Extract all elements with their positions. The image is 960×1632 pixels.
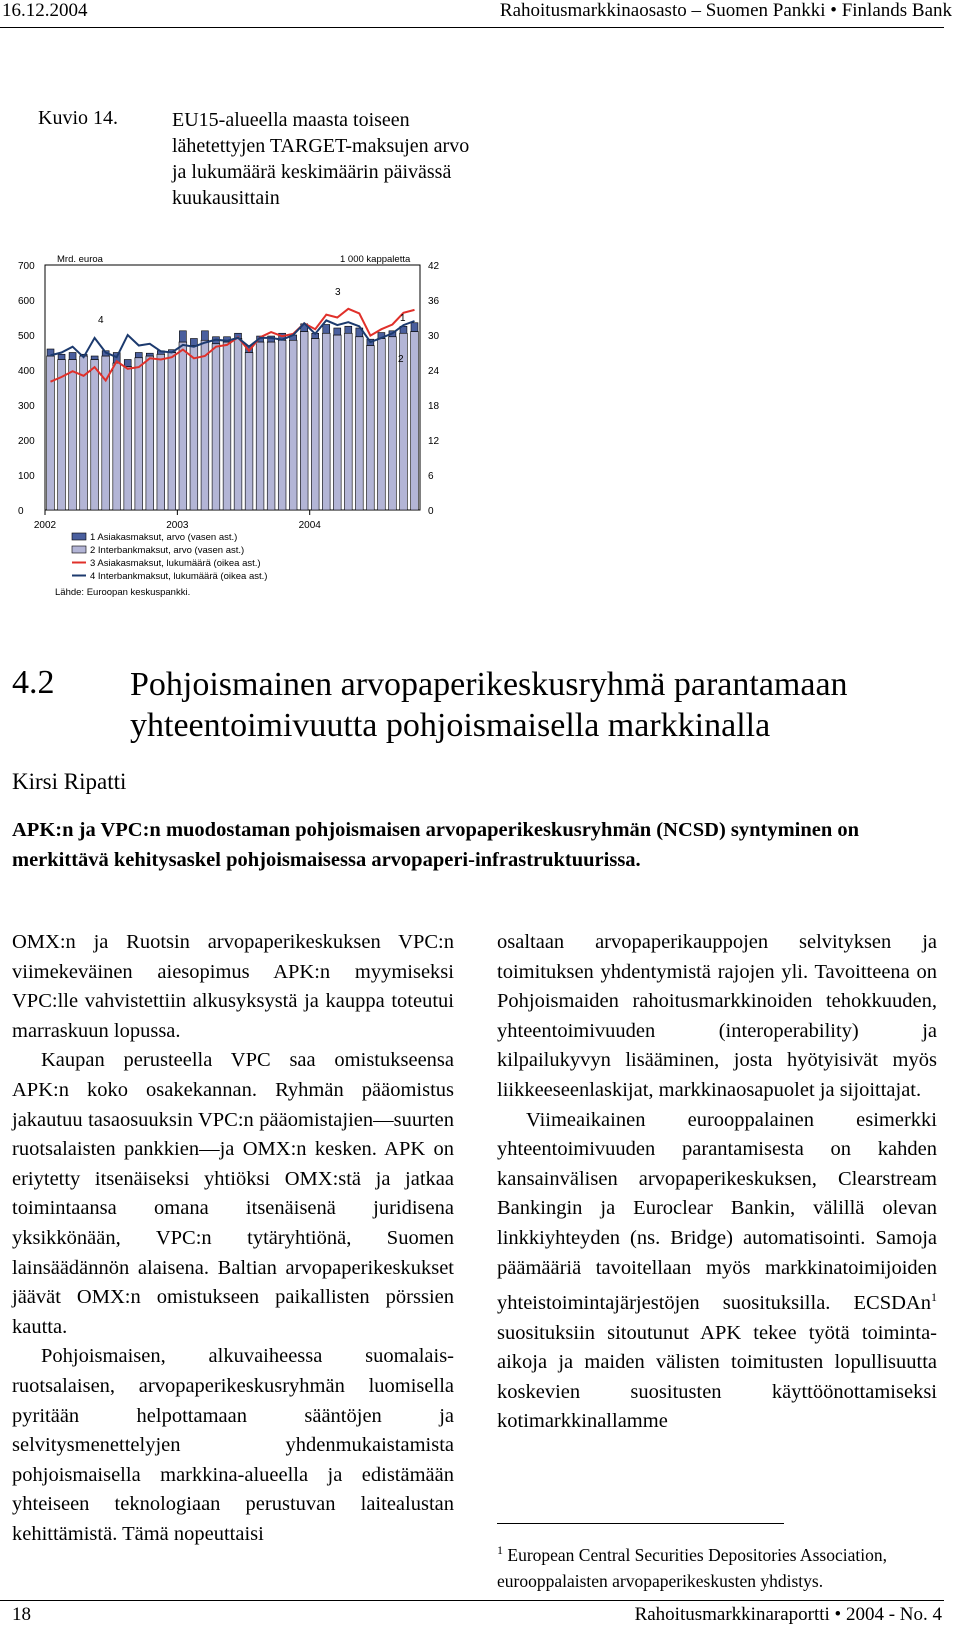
bar-interbank-value [289, 340, 297, 510]
bar-interbank-value [322, 333, 330, 510]
bar-customer-value [190, 339, 197, 346]
bar-customer-value [69, 353, 76, 360]
series-annotation: 1 [400, 313, 406, 324]
right-tick-label: 12 [428, 436, 440, 447]
right-tick-label: 6 [428, 471, 434, 482]
report-title: Rahoitusmarkkinaraportti • 2004 - No. 4 [634, 1604, 942, 1625]
header-rule [0, 27, 944, 28]
footer-rule [0, 1600, 944, 1601]
bar-interbank-value [245, 353, 253, 511]
bar-interbank-value [58, 360, 66, 511]
footnote-marker: 1 [931, 1290, 937, 1305]
bar-interbank-value [333, 335, 341, 510]
bar-customer-value [323, 325, 330, 334]
bar-interbank-value [146, 356, 154, 510]
left-tick-label: 400 [18, 366, 35, 377]
article-author: Kirsi Ripatti [12, 769, 127, 794]
plot-frame [45, 265, 420, 510]
bar-interbank-value [190, 346, 198, 511]
bar-customer-value [91, 356, 98, 360]
x-tick-label: 2003 [166, 520, 189, 531]
bar-customer-value [179, 331, 186, 342]
right-tick-label: 30 [428, 331, 440, 342]
paragraph-text: Viimeaikainen eurooppalainen esimerkki yhteentoimivuuden parantamisesta on kahden kansainvälisen arvopaperikeskuksen, Clearstream Bankingin ja Euroclear Bankin, välillä olevan linkkiyhteyden (ns. Bridge) automatisointi. Samoja päämääriä tavoitellaan myös markkinatoimijoiden yhteistoimintajärjestöjen suosituksilla. ECSDAn [497, 1108, 937, 1314]
bar-interbank-value [212, 344, 220, 510]
chart-source: Lähde: Euroopan keskuspankki. [55, 587, 191, 598]
article-lead: APK:n ja VPC:n muodostaman pohjoismaisen arvopaperikeskusryhmän (NCSD) syntyminen on merkittävä kehitysaskel pohjoismaisessa arvopaperi-infrastruktuurissa. [12, 819, 860, 871]
header-organization: Rahoitusmarkkinaosasto – Suomen Pankki • Finlands Bank [499, 0, 952, 21]
footnote [497, 1537, 937, 1594]
paragraph: OMX:n ja Ruotsin arvopaperikeskuksen VPC:n viimekeväinen aiesopimus APK:n myymiseksi VPC:lle vahvistettiin alkusyksystä ja kauppa toteutui marraskuun lopussa. [12, 931, 454, 1042]
paragraph: Pohjoismaisen, alkuvaiheessa suomalais-ruotsalaisen, arvopaperikeskusryhmän luomisella pyritään helpottamaan sääntöjen ja selvitysmenettelyjen yhdenmukaistamista pohjoismaisella markkina-alueella ja edistämään yhteiseen teknologiaan perustuvan laitealustan kehittämistä. Tämä nopeuttaisi [12, 1345, 454, 1545]
series-annotation: 4 [98, 315, 104, 326]
left-axis-label: Mrd. euroa [57, 255, 103, 265]
bar-interbank-value [234, 339, 242, 511]
body-column-right [497, 928, 937, 1437]
bar-interbank-value [344, 333, 352, 510]
legend-entry: 4 Interbankmaksut, lukumäärä (oikea ast.) [90, 571, 268, 582]
section-number: 4.2 [12, 664, 55, 701]
series-annotation: 3 [335, 287, 341, 298]
bar-customer-value [58, 354, 65, 359]
legend-swatch [72, 533, 86, 540]
bar-interbank-value [201, 340, 209, 510]
footnote-text: European Central Securities Depositories Association, eurooppalaisten arvopaperikeskusten yhdistys. [497, 1544, 887, 1591]
page-header [0, 0, 960, 28]
x-tick-label: 2002 [33, 520, 57, 531]
bar-interbank-value [223, 342, 231, 510]
bar-interbank-value [168, 353, 176, 511]
bar-interbank-value [80, 356, 88, 510]
right-axis-label: 1 000 kappaletta [340, 255, 411, 265]
legend-swatch [72, 546, 86, 553]
paragraph-text: suosituksiin sitoutunut APK tekee työtä toiminta-aikoja ja maiden välisten toimitusten lopullisuutta koskevien suositusten käyttöönottamiseksi kotimarkkinallamme [497, 1321, 937, 1433]
bar-interbank-value [69, 360, 77, 511]
bar-interbank-value [113, 363, 121, 510]
bar-customer-value [345, 326, 352, 333]
bar-interbank-value [47, 356, 55, 510]
left-tick-label: 0 [18, 506, 24, 517]
bar-interbank-value [256, 342, 264, 510]
right-tick-label: 42 [428, 261, 440, 272]
body-column-left [12, 928, 454, 1549]
bar-customer-value [135, 353, 142, 358]
bar-interbank-value [355, 337, 363, 510]
left-tick-label: 500 [18, 331, 35, 342]
bar-customer-value [411, 323, 418, 332]
bar-interbank-value [267, 342, 275, 510]
bar-customer-value [124, 360, 131, 367]
bar-interbank-value [157, 354, 165, 510]
bar-interbank-value [389, 337, 397, 510]
page-number: 18 [12, 1604, 31, 1625]
bar-customer-value [146, 353, 153, 356]
right-tick-label: 24 [428, 366, 440, 377]
bar-interbank-value [91, 360, 99, 511]
left-tick-label: 300 [18, 401, 35, 412]
left-tick-label: 100 [18, 471, 35, 482]
series-annotation: 2 [398, 354, 404, 365]
bar-customer-value [334, 328, 341, 335]
left-tick-label: 700 [18, 261, 35, 272]
bar-interbank-value [311, 339, 319, 511]
x-tick-label: 2004 [298, 520, 321, 531]
bar-interbank-value [278, 340, 286, 510]
right-tick-label: 36 [428, 296, 440, 307]
footnote-rule [497, 1523, 784, 1524]
chart-canvas [0, 255, 470, 625]
target-payments-chart [0, 255, 470, 625]
footnote-number: 1 [497, 1543, 503, 1557]
paragraph [497, 1106, 937, 1437]
figure-label: Kuvio 14. [38, 107, 118, 129]
legend-entry: 2 Interbankmaksut, arvo (vasen ast.) [90, 545, 245, 556]
section-title: Pohjoismainen arvopaperikeskusryhmä parantamaan yhteentoimivuutta pohjoismaisella markkinalla [130, 666, 848, 744]
figure-title: EU15-alueella maasta toiseen lähetettyjen TARGET-maksujen arvo ja lukumäärä keskimäärin päivässä kuukausittain [172, 109, 470, 209]
paragraph: osaltaan arvopaperikauppojen selvityksen ja toimituksen yhdentymistä rajojen yli. Tavoitteena on Pohjoismaiden rahoitusmarkkinoiden tehokkuuden, yhteentoimivuuden (interoperability) ja kilpailukyvyn lisääminen, josta hyötyisivät myös liikkeeseenlaskijat, markkinaosapuolet ja sijoittajat. [497, 931, 937, 1101]
left-tick-label: 600 [18, 296, 35, 307]
bar-interbank-value [300, 332, 308, 511]
bar-customer-value [201, 331, 208, 340]
paragraph: Kaupan perusteella VPC saa omistukseensa APK:n koko osakekannan. Ryhmän pääomistus jakautuu tasaosuuksin VPC:n pääomistajien—suurten ruotsalaisten pankkien—ja OMX:n kesken. APK on eriytetty itsenäiseksi yhtiöksi OMX:stä ja jatkaa toimintaansa omana itsenäisenä juridisena yksikkönään, VPC:n tytäryhtiönä, Suomen lainsäädännön alaisena. Baltian arvopaperikeskukset jäävät OMX:n omistukseen paikallisten pörssien kautta. [12, 1049, 454, 1338]
bar-interbank-value [124, 367, 132, 511]
legend-entry: 1 Asiakasmaksut, arvo (vasen ast.) [90, 532, 238, 543]
left-tick-label: 200 [18, 436, 35, 447]
right-tick-label: 0 [428, 506, 434, 517]
right-tick-label: 18 [428, 401, 440, 412]
header-date: 16.12.2004 [2, 0, 88, 21]
bar-interbank-value [378, 339, 386, 511]
bar-interbank-value [179, 342, 187, 510]
bar-interbank-value [411, 332, 419, 511]
bar-interbank-value [367, 346, 375, 511]
bar-interbank-value [135, 358, 143, 510]
legend-entry: 3 Asiakasmaksut, lukumäärä (oikea ast.) [90, 558, 261, 569]
